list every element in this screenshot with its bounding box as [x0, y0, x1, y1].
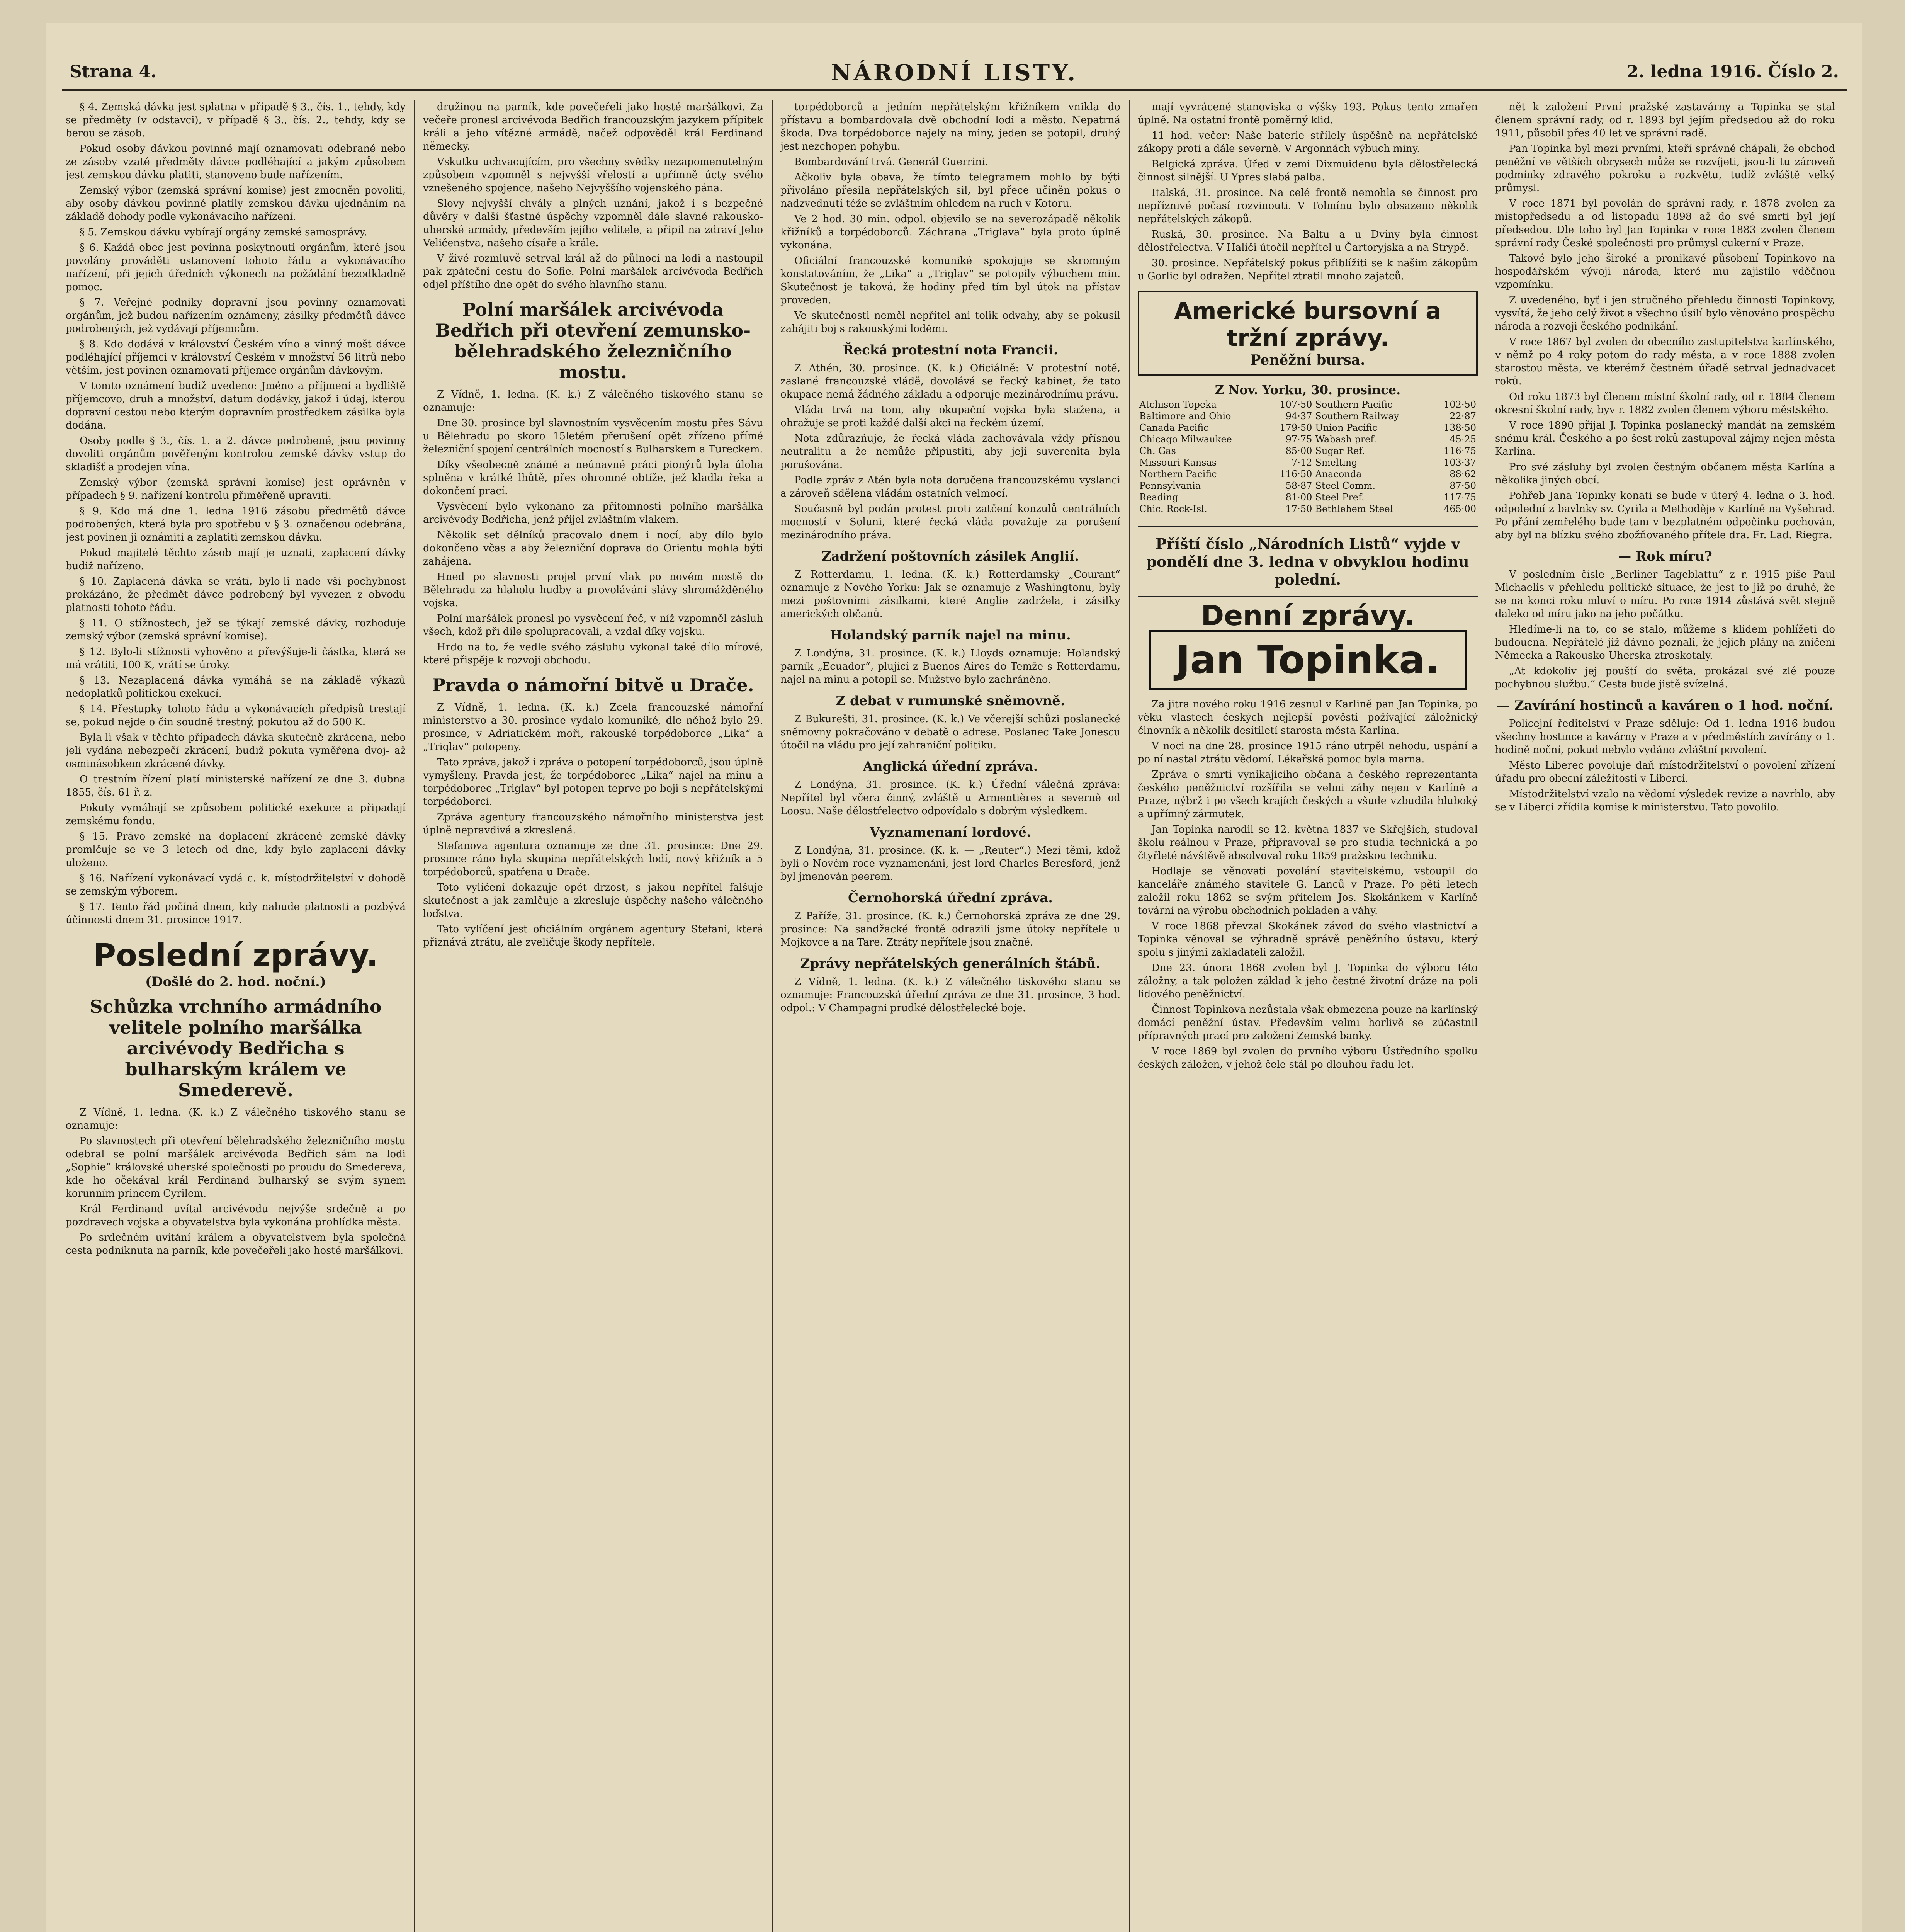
stock-price: 97·75	[1285, 434, 1312, 445]
article-headline: Anglická úřední zpráva.	[863, 759, 1038, 774]
stock-price: 117·75	[1444, 492, 1476, 503]
paragraph: 11 hod. večer: Naše baterie střílely úspěšně na nepřátelské zákopy proti a dále severně. V Argonnách výbuch miny.	[1138, 130, 1478, 155]
stock-price: 138·50	[1444, 422, 1476, 433]
paragraph: § 16. Nařízení vykonávací vydá c. k. místodržitelství v dohodě se zemským výborem.	[66, 872, 406, 897]
stock-price: 7·12	[1291, 457, 1312, 468]
stock-row	[1138, 503, 1478, 515]
paragraph: Slovy nejvyšší chvály a plných uznání, jakož i s bezpečné důvěry v další šťastné úspěchy vzpomněl dále slavné rakousko-uherské armády, především jejího velitele, a připil na zdraví Jeho Veličenstva, našeho císaře a krále.	[423, 198, 763, 249]
stock-price: 17·50	[1285, 503, 1312, 514]
paragraph: Pokuty vymáhají se způsobem politické exekuce a připadají zemskému fondu.	[66, 802, 406, 827]
stock-price: 87·50	[1450, 480, 1476, 491]
stock-name: Chic. Rock-Isl.	[1139, 503, 1207, 514]
column-divider	[1129, 100, 1130, 1932]
paragraph: Jan Topinka narodil se 12. května 1837 ve Skřejších, studoval školu reálnou v Praze, připravoval se pro studia technická a po čtyřleté návštěvě absolvoval roku 1859 pražskou techniku.	[1138, 824, 1478, 862]
paragraph: Takové bylo jeho široké a pronikavé působení Topinkovo na hospodářském vývoji národa, které mu zajistilo vděčnou vzpomínku.	[1495, 253, 1835, 291]
paragraph: V roce 1890 přijal J. Topinka poslanecký mandát na zemském sněmu král. Českého a po šest roků zastupoval zájmy nejen města Karlína.	[1495, 420, 1835, 457]
stock-row	[1138, 399, 1478, 410]
page-number: Strana 4.	[70, 62, 157, 82]
stock-row	[1138, 457, 1478, 468]
stock-name: Southern Railway	[1315, 411, 1399, 422]
stock-name: Bethlehem Steel	[1315, 503, 1393, 514]
paragraph: Z Paříže, 31. prosince. (K. k.) Černohorská zpráva ze dne 29. prosince: Na sandžacké frontě odrazili jsme útoky nepřítele u Mojkovce a na Tare. Ztráty nepřítele jsou značné.	[780, 910, 1120, 948]
paragraph: Oficiální francouzské komuniké spokojuje se skromným konstatováním, že „Lika“ a „Triglav“ se potopily výbuchem min. Skutečnost je taková, že hodiny před tím byl útok na přístav proveden.	[780, 255, 1120, 306]
stock-price: 179·50	[1280, 422, 1312, 433]
paragraph: Z Vídně, 1. ledna. (K. k.) Z válečného tiskového stanu se oznamuje:	[423, 389, 763, 413]
stock-name: Steel Comm.	[1315, 480, 1376, 491]
obituary-title: Jan Topinka.	[1149, 630, 1467, 690]
article-headline: Polní maršálek arcivévoda Bedřich při otevření zemunsko-bělehradského železničního mostu.	[435, 299, 751, 383]
paragraph: Tato vylíčení jest oficiálním orgánem agentury Stefani, která přiznává ztrátu, ale zveličuje škody nepřítele.	[423, 923, 763, 948]
paragraph: O trestním řízení platí ministerské nařízení ze dne 3. dubna 1855, čís. 61 ř. z.	[66, 774, 406, 798]
paragraph: Z Bukurešti, 31. prosince. (K. k.) Ve včerejší schůzi poslanecké sněmovny pokračováno v debatě o adrese. Poslanec Take Jonescu útočil na vládu pro její zahraniční politiku.	[780, 713, 1120, 751]
market-report-subtitle: Peněžní bursa.	[1250, 352, 1365, 368]
stock-name: Canada Pacific	[1139, 422, 1209, 433]
paragraph: Za jitra nového roku 1916 zesnul v Karlině pan Jan Topinka, po věku vlastech českých nejlepší pověsti požívající záložnický činovník a několik desítiletí starosta města Karlína.	[1138, 699, 1478, 736]
paragraph: Pokud majitelé těchto zásob mají je uznati, zaplacení dávky budiž nařízeno.	[66, 547, 406, 572]
stock-price: 107·50	[1280, 399, 1312, 410]
paragraph: Vysvěcení bylo vykonáno za přítomnosti polního maršálka arcivévody Bedřicha, jenž přijel zvláštním vlakem.	[423, 501, 763, 526]
paragraph: § 11. O stížnostech, jež se týkají zemské dávky, rozhoduje zemský výbor (zemská správní komise).	[66, 617, 406, 642]
paragraph: Vláda trvá na tom, aby okupační vojska byla stažena, a ohražuje se proti každé další akci na řeckém území.	[780, 404, 1120, 429]
paragraph: Ve 2 hod. 30 min. odpol. objevilo se na severozápadě několik křižníků a torpédoborců. Záchrana „Triglava“ byla proto úplně vykonána.	[780, 213, 1120, 251]
stock-table	[1138, 399, 1478, 515]
column-1	[66, 100, 406, 1932]
paragraph: Zemský výbor (zemská správní komise) jest oprávněn v případech § 9. nařízení kontrolu přiměřeně upraviti.	[66, 477, 406, 502]
paragraph: § 14. Přestupky tohoto řádu a vykonávacích předpisů trestají se, pokud nejde o čin soudně trestný, pokutou až do 500 K.	[66, 703, 406, 728]
paragraph: § 10. Zaplacená dávka se vrátí, bylo-li nade vší pochybnost prokázáno, že předmět dávce podrobený byl vyvezen z obvodu platnosti tohoto řádu.	[66, 576, 406, 614]
paragraph: V tomto oznámení budiž uvedeno: Jméno a příjmení a bydliště příjemcovo, druh a množství, datum dodávky, jakož i údaj, kterou dopravní cestou nebo kterým dopravním prostředkem zásilka byla dodána.	[66, 380, 406, 431]
article-headline: Zprávy nepřátelských generálních štábů.	[800, 956, 1101, 971]
paragraph: Ačkoliv byla obava, že tímto telegramem mohlo by býti přivoláno přesila nepřátelských sil, byl přece učiněn pokus o nadzvednutí téže se zvláštním ohledem na ruch v Kotoru.	[780, 172, 1120, 209]
paragraph: Z Rotterdamu, 1. ledna. (K. k.) Rotterdamský „Courant“ oznamuje z Nového Yorku: Jak se oznamuje z Washingtonu, byly mezi poštovními zásilkami, které Anglie zadržela, i zásilky amerických občanů.	[780, 569, 1120, 620]
paragraph: Zemský výbor (zemská správní komise) jest zmocněn povoliti, aby osoby dávkou povinné platily zemskou dávku ujednáním na základě dohody podle vykonávacího nařízení.	[66, 185, 406, 223]
paragraph: nět k založení První pražské zastavárny a Topinka se stal členem správní rady, od r. 1893 byl jejím předsedou až do roku 1911, působil přes 40 let ve správní radě.	[1495, 101, 1835, 139]
paragraph: Osoby podle § 3., čís. 1. a 2. dávce podrobené, jsou povinny dovoliti orgánům pověřeným kontrolou zemské dávky vstup do skladišť a prodejen vína.	[66, 435, 406, 473]
paragraph: Belgická zpráva. Úřed v zemi Dixmuidenu byla dělostřelecká činnost silnější. U Ypres slabá palba.	[1138, 158, 1478, 183]
stock-price: 45·25	[1450, 434, 1476, 445]
stock-row	[1138, 445, 1478, 457]
paragraph: Podle zpráv z Atén byla nota doručena francouzskému vyslanci a zároveň sdělena vládám ostatních velmocí.	[780, 474, 1120, 499]
column-5	[1495, 100, 1835, 1932]
stock-name: Southern Pacific	[1315, 399, 1393, 410]
paragraph: § 5. Zemskou dávku vybírají orgány zemské samosprávy.	[80, 226, 367, 238]
paragraph: Současně byl podán protest proti zatčení konzulů centrálních mocností v Soluni, které řecká vláda považuje za porušení mezinárodního práva.	[780, 503, 1120, 541]
paragraph: Z Londýna, 31. prosince. (K. k.) Lloyds oznamuje: Holandský parník „Ecuador“, plující z Buenos Aires do Temže s Rotterdamu, najel na minu a potopil se. Mužstvo bylo zachráněno.	[780, 648, 1120, 685]
next-issue-notice: Příští číslo „Národních Listů“ vyjde v pondělí dne 3. ledna v obvyklou hodinu polední.	[1138, 526, 1478, 597]
stock-name: Pennsylvania	[1139, 480, 1201, 491]
paragraph: V roce 1869 byl zvolen do prvního výboru Ústředního spolku českých záložen, v jehož čele stál po dlouhou řadu let.	[1138, 1046, 1478, 1070]
paragraph: družinou na parník, kde povečeřeli jako hosté maršálkovi. Za večeře pronesl arcivévoda Bedřich francouzským jazykem přípitek králi a jeho vítězné armádě, načež odpověděl král Ferdinand německy.	[423, 101, 763, 152]
article-headline: Vyznamenaní lordové.	[870, 825, 1031, 840]
section-title-daily-news: Denní zprávy.	[1201, 599, 1415, 632]
stock-price: 116·75	[1444, 446, 1476, 456]
paragraph: Král Ferdinand uvítal arcivévodu nejvýše srdečně a po pozdravech vojska a obyvatelstva byla vykonána prohlídka města.	[66, 1203, 406, 1228]
column-divider	[414, 100, 415, 1932]
paragraph: mají vyvrácené stanoviska o výšky 193. Pokus tento zmařen úplně. Na ostatní frontě poměrný klid.	[1138, 101, 1478, 126]
paragraph: V roce 1867 byl zvolen do obecního zastupitelstva karlínského, v němž po 4 roky potom do rady města, a v roce 1888 zvolen starostou města, ve kterémž čestném úřadě setrval jednadvacet roků.	[1495, 336, 1835, 387]
paragraph: Z Londýna, 31. prosince. (K. k. — „Reuter“.) Mezi těmi, kdož byli o Novém roce vyznamenáni, jest lord Charles Beresford, jenž byl jmenován peerem.	[780, 845, 1120, 883]
stock-price: 22·87	[1450, 411, 1476, 422]
paragraph: Ruská, 30. prosince. Na Baltu a u Dviny byla činnost dělostřelectva. V Haliči útočil nepřítel u Čartoryjska a na Strypě.	[1138, 229, 1478, 253]
paragraph: Pro své zásluhy byl zvolen čestným občanem města Karlína a několika jiných obcí.	[1495, 461, 1835, 486]
stock-price: 103·37	[1444, 457, 1476, 468]
column-4	[1138, 100, 1478, 1932]
paragraph: Polní maršálek pronesl po vysvěcení řeč, v níž vzpomněl zásluh všech, kdož při díle spolupracovali, a vzdal díky vojsku.	[423, 613, 763, 638]
paragraph: „At kdokoliv jej pouští do světa, prokázal své zlé pouze pochybnou službu.“ Cesta bude jistě svízelná.	[1495, 665, 1835, 690]
stock-name: Union Pacific	[1315, 422, 1378, 433]
paragraph: Město Liberec povoluje daň místodržitelství o povolení zřízení úřadu pro obecní záležitosti v Liberci.	[1495, 760, 1835, 784]
paragraph: Dne 23. února 1868 zvolen byl J. Topinka do výboru této záložny, a tak položen základ k jeho čestné životní dráze na poli lidového peněžnictví.	[1138, 962, 1478, 1000]
paragraph: V noci na dne 28. prosince 1915 ráno utrpěl nehodu, uspání a po ní nastal ztrátu vědomí. Lékařská pomoc byla marna.	[1138, 740, 1478, 765]
paragraph: torpédoborců a jedním nepřátelským křižníkem vnikla do přístavu a bombardovala dvě obchodní lodi a město. Nepatrná škoda. Dva torpédoborce najely na miny, jeden se potopil, druhý jest nezchopen pohybu.	[780, 101, 1120, 152]
section-subtitle: (Došlé do 2. hod. noční.)	[145, 974, 326, 990]
article-headline: Schůzka vrchního armádního velitele polního maršálka arcivévody Bedřicha s bulharským králem ve Smederevě.	[90, 996, 382, 1100]
column-2	[423, 100, 763, 1932]
paragraph: Hrdo na to, že vedle svého zásluhu vykonal také dílo mírové, které přispěje k rozvoji obchodu.	[423, 641, 763, 666]
paragraph: § 4. Zemská dávka jest splatna v případě § 3., čís. 1., tehdy, kdy se předměty (v odstavci), v případě § 3., čís. 2., tehdy, kdy se berou se zásob.	[66, 101, 406, 139]
paragraph: Zpráva agentury francouzského námořního ministerstva jest úplně nepravdivá a zkreslená.	[423, 811, 763, 836]
page-header	[62, 58, 1847, 91]
market-report-box	[1138, 291, 1478, 376]
paragraph: Po srdečném uvítání králem a obyvatelstvem byla společná cesta podniknuta na parník, kde povečeřeli jako hosté maršálkovi.	[66, 1232, 406, 1257]
paragraph: § 13. Nezaplacená dávka vymáhá se na základě výkazů nedoplatků politickou exekucí.	[66, 675, 406, 699]
paragraph: Stefanova agentura oznamuje ze dne 31. prosince: Dne 29. prosince ráno byla skupina nepřátelských lodí, nový křižník a 5 torpédoborců, spatřena u Drače.	[423, 840, 763, 878]
article-headline: Pravda o námořní bitvě u Drače.	[432, 675, 754, 696]
paragraph: Toto vylíčení dokazuje opět drzost, s jakou nepřítel falšuje skutečnost a jak zamlčuje a zkresluje úspěchy našeho válečného loďstva.	[423, 882, 763, 920]
column-divider	[772, 100, 773, 1932]
paragraph: Díky všeobecně známé a neúnavné práci pionýrů byla úloha splněna v krátké lhůtě, přes ohromné obtíže, jež kladla řeka a dokončení prací.	[423, 459, 763, 497]
paragraph: Byla-li však v těchto případech dávka skutečně zkrácena, nebo jeli vydána nebezpečí zkrácení, budiž pokuta vyměřena dvoj- až osminásobkem zkrácené dávky.	[66, 732, 406, 770]
paragraph: Po slavnostech při otevření bělehradského železničního mostu odebral se polní maršálek arcivévoda Bedřich sám na lodi „Sophie“ královské uherské společnosti po proudu do Smedereva, kde ho očekával král Ferdinand bulharský se svým synem korunním princem Cyrilem.	[66, 1135, 406, 1199]
stock-name: Sugar Ref.	[1315, 446, 1365, 456]
stock-name: Baltimore and Ohio	[1139, 411, 1231, 422]
article-headline: Holandský parník najel na minu.	[830, 628, 1071, 643]
paragraph: Z Athén, 30. prosince. (K. k.) Oficiálně: V protestní notě, zaslané francouzské vládě, dovolává se řecký kabinet, že tato okupace nemá žádného základu a odporuje mezinárodnímu právu.	[780, 362, 1120, 400]
paragraph: Nota zdůrazňuje, že řecká vláda zachovávala vždy přísnou neutralitu a že nemůže připustiti, aby její suverenita byla porušována.	[780, 433, 1120, 471]
stock-price: 81·00	[1285, 492, 1312, 503]
paragraph: Ve skutečnosti neměl nepřítel ani tolik odvahy, aby se pokusil zahájiti boj s rakouskými loděmi.	[780, 310, 1120, 335]
paragraph: Tato zpráva, jakož i zpráva o potopení torpédoborců, jsou úplně vymyšleny. Pravda jest, že torpédoborec „Lika“ najel na minu a torpédoborec „Triglav“ byl potopen teprve po boji s nepřátelskými torpédoborci.	[423, 757, 763, 808]
stock-name: Chicago Milwaukee	[1139, 434, 1232, 445]
stock-name: Missouri Kansas	[1139, 457, 1217, 468]
stock-row	[1138, 468, 1478, 480]
paragraph: Italská, 31. prosince. Na celé frontě nemohla se činnost pro nepříznivé počasí rozvinouti. V Tolmínu bylo obsazeno několik nepřátelských zákopů.	[1138, 187, 1478, 225]
stock-row	[1138, 480, 1478, 492]
stock-price: 58·87	[1285, 480, 1312, 491]
paragraph: Hledíme-li na to, co se stalo, můžeme s klidem pohlížeti do budoucna. Nepřátelé již dávno poznali, že jejich plány na zničení Německa a Rakousko-Uherska ztroskotaly.	[1495, 624, 1835, 662]
section-title-last-news: Poslední zprávy.	[93, 937, 378, 973]
stock-name: Northern Pacific	[1139, 469, 1217, 480]
paragraph: Pan Topinka byl mezi prvními, kteří správně chápali, že obchod peněžní ve větších obrysech může se rozvíjeti, jsou-li tu zároveň podmínky zdravého pokroku a rozkvětu, tudíž zvláště velký průmysl.	[1495, 143, 1835, 194]
paragraph: Vskutku uchvacujícím, pro všechny svědky nezapomenutelným způsobem vzpomněl s nejvyšší vřelostí a upřímně úcty svého vznešeného spojence, našeho Nejvyššího vojenského pána.	[423, 156, 763, 194]
stock-name: Reading	[1139, 492, 1178, 503]
stock-row	[1138, 410, 1478, 422]
stock-price: 116·50	[1280, 469, 1312, 480]
stock-name: Smelting	[1315, 457, 1358, 468]
paragraph: Hodlaje se věnovati povolání stavitelskému, vstoupil do kanceláře známého stavitele G. Lanců v Praze. Po pěti letech založil roku 1862 se svým přítelem Jos. Skokánkem v Karlíně tovární na výrobu obchodních pokladen a váhy.	[1138, 866, 1478, 917]
paragraph: Zpráva o smrti vynikajícího občana a českého reprezentanta českého peněžnictví rozšířila se velmi záhy nejen v Karlíně a Praze, nýbrž i po všech krajích českých a všude vzbudila hluboký a upřímný zármutek.	[1138, 769, 1478, 820]
stock-name: Atchison Topeka	[1139, 399, 1217, 410]
paragraph: § 9. Kdo má dne 1. ledna 1916 zásobu předmětů dávce podrobených, která byla pro spotřebu v § 3. označenou odebrána, jest povinen ji oznámiti a zaplatiti zemskou dávku.	[66, 505, 406, 543]
paragraph: Hned po slavnosti projel první vlak po novém mostě do Bělehradu za hlaholu hudby a provolávání slávy shromážděného vojska.	[423, 571, 763, 609]
paragraph: Místodržitelství vzalo na vědomí výsledek revize a navrhlo, aby se v Liberci zřídila komise k ministerstvu. Tato povolilo.	[1495, 788, 1835, 813]
stock-price: 88·62	[1450, 469, 1476, 480]
stock-name: Ch. Gas	[1139, 446, 1176, 456]
stock-price: 94·37	[1285, 411, 1312, 422]
paragraph: Z Londýna, 31. prosince. (K. k.) Úřední válečná zpráva: Nepřítel byl včera činný, zvláště u Armentières a severně od Loosu. Naše dělostřelectvo odpovídalo s dobrým výsledkem.	[780, 779, 1120, 817]
paragraph: Činnost Topinkova nezůstala však obmezena pouze na karlínský domácí peněžní ústav. Především velmi horlivě se zúčastnil přípravných prací pro založení Zemské banky.	[1138, 1004, 1478, 1042]
market-report-title: Americké bursovní a tržní zprávy.	[1174, 298, 1441, 352]
paragraph: § 7. Veřejné podniky dopravní jsou povinny oznamovati orgánům, jež budou nařízením oznámeny, zásilky předmětů dávce podrobených, jež vydávají příjemcům.	[66, 297, 406, 335]
stock-row	[1138, 492, 1478, 503]
article-headline: Řecká protestní nota Francii.	[843, 342, 1058, 358]
paragraph: V roce 1871 byl povolán do správní rady, r. 1878 zvolen za místopředsedu a od listopadu 1898 až do své smrti byl její předsedou. Dle toho byl Jan Topinka v roce 1883 zvolen členem správní rady České společnosti pro průmysl cukerní v Praze.	[1495, 198, 1835, 249]
masthead-title: NÁRODNÍ LISTY.	[831, 60, 1078, 86]
stock-price: 465·00	[1444, 503, 1476, 514]
paragraph: Z Vídně, 1. ledna. (K. k.) Zcela francouzské námořní ministerstvo a 30. prosince vydalo komuniké, dle něhož bylo 29. prosince, v Adriatickém moři, rakouské torpédoborce „Lika“ a „Triglav“ potopeny.	[423, 702, 763, 753]
article-headline: Černohorská úřední zpráva.	[848, 890, 1053, 906]
stock-price: 85·00	[1285, 446, 1312, 456]
paragraph: Policejní ředitelství v Praze sděluje: Od 1. ledna 1916 budou všechny hostince a kavárny v Praze a v předměstích zavírány o 1. hodině noční, pokud nebylo vydáno zvláštní povolení.	[1495, 718, 1835, 756]
paragraph: Dne 30. prosince byl slavnostním vysvěcením mostu přes Sávu u Bělehradu po skoro 15letém přerušení opět zřízeno přímé železniční spojení centrálních mocností s Bulharskem a Tureckem.	[423, 417, 763, 455]
article-headline: Z debat v rumunské sněmovně.	[836, 693, 1065, 709]
paragraph: § 12. Bylo-li stížnosti vyhověno a převýšuje-li částka, která se má vrátiti, 100 K, vrátí se úroky.	[66, 646, 406, 671]
paragraph: Bombardování trvá. Generál Guerrini.	[794, 156, 988, 168]
stock-name: Anaconda	[1315, 469, 1362, 480]
paragraph: V roce 1868 převzal Skokánek závod do svého vlastnictví a Topinka věnoval se výhradně správě peněžního ústavu, který spolu s jinými zakladateli založil.	[1138, 920, 1478, 958]
paragraph: Z Vídně, 1. ledna. (K. k.) Z válečného tiskového stanu se oznamuje:	[66, 1107, 406, 1131]
article-headline: — Rok míru?	[1618, 549, 1712, 564]
stock-row	[1138, 422, 1478, 434]
paragraph: V živé rozmluvě setrval král až do půlnoci na lodi a nastoupil pak zpáteční cestu do Sofie. Polní maršálek arcivévoda Bedřich odjel příštího dne opět do svého hlavního stanu.	[423, 253, 763, 291]
stock-price: 102·50	[1444, 399, 1476, 410]
paragraph: Od roku 1873 byl členem místní školní rady, od r. 1884 členem okresní školní rady, byv r. 1882 zvolen členem výboru městského.	[1495, 391, 1835, 416]
issue-date: 2. ledna 1916. Číslo 2.	[1626, 62, 1839, 82]
paragraph: Z uvedeného, byť i jen stručného přehledu činnosti Topinkovy, vysvítá, že jeho celý život a všechno úsilí bylo věnováno prospěchu národa a rozvoji českého podnikání.	[1495, 294, 1835, 332]
column-3	[780, 100, 1120, 1932]
paragraph: 30. prosince. Nepřátelský pokus přiblížiti se k našim zákopům u Gorlic byl odražen. Nepřítel ztratil mnoho zajatců.	[1138, 257, 1478, 282]
paragraph: Pohřeb Jana Topinky konati se bude v úterý 4. ledna o 3. hod. odpolední z bavlnky sv. Cyrila a Methoděje v Karlíně na Vyšehrad. Po přání zemřelého bude tam v bezplatném odpočinku pochován, aby byl na blízku svého zbožňovaného přítele dra. Fr. Lad. Riegra.	[1495, 490, 1835, 541]
paragraph: Z Vídně, 1. ledna. (K. k.) Z válečného tiskového stanu se oznamuje: Francouzská úřední zpráva ze dne 31. prosince, 3 hod. odpol.: V Champagni prudké dělostřelecké boje.	[780, 976, 1120, 1014]
paragraph: Několik set dělníků pracovalo dnem i nocí, aby dílo bylo dokončeno včas a aby železniční doprava do Orientu mohla býti zahájena.	[423, 529, 763, 567]
stocks-dateline: Z Nov. Yorku, 30. prosince.	[1215, 383, 1401, 397]
article-headline: Zadržení poštovních zásilek Anglií.	[821, 549, 1079, 564]
stock-name: Steel Pref.	[1315, 492, 1365, 503]
stock-name: Wabash pref.	[1315, 434, 1377, 445]
stock-row	[1138, 434, 1478, 445]
paragraph: § 15. Právo zemské na doplacení zkrácené zemské dávky promlčuje se ve 3 letech od dne, kdy bylo zaplacení dávky uloženo.	[66, 831, 406, 869]
paragraph: V posledním čísle „Berliner Tageblattu“ z r. 1915 píše Paul Michaelis v přehledu politické situace, že jest to již po druhé, že se na konci roku mluví o míru. Po roce 1914 zůstává svět stejně daleko od míru jako na jeho počátku.	[1495, 569, 1835, 620]
paragraph: § 8. Kdo dodává v království Českém víno a vinný mošt dávce podléhající příjemci v království Českém v množství 56 litrů nebo větším, jest povinen oznamovati příjemce orgánům dávkovým.	[66, 338, 406, 376]
paragraph: Pokud osoby dávkou povinné mají oznamovati odebrané nebo ze zásoby vzaté předměty dávce podléhající a jakým způsobem jest zemskou dávku platiti, stanoveno bude nařízením.	[66, 143, 406, 181]
article-headline: — Zavírání hostinců a kaváren o 1 hod. noční.	[1497, 698, 1834, 713]
paragraph: § 6. Každá obec jest povinna poskytnouti orgánům, které jsou povolány prováděti ustanovení tohoto řádu a vykonávacího nařízení, při jejich úředních výkonech na požádání bezodkladně pomoc.	[66, 242, 406, 293]
paragraph: § 17. Tento řád počíná dnem, kdy nabude platnosti a pozbývá účinnosti dnem 31. prosince 1917.	[66, 901, 406, 926]
